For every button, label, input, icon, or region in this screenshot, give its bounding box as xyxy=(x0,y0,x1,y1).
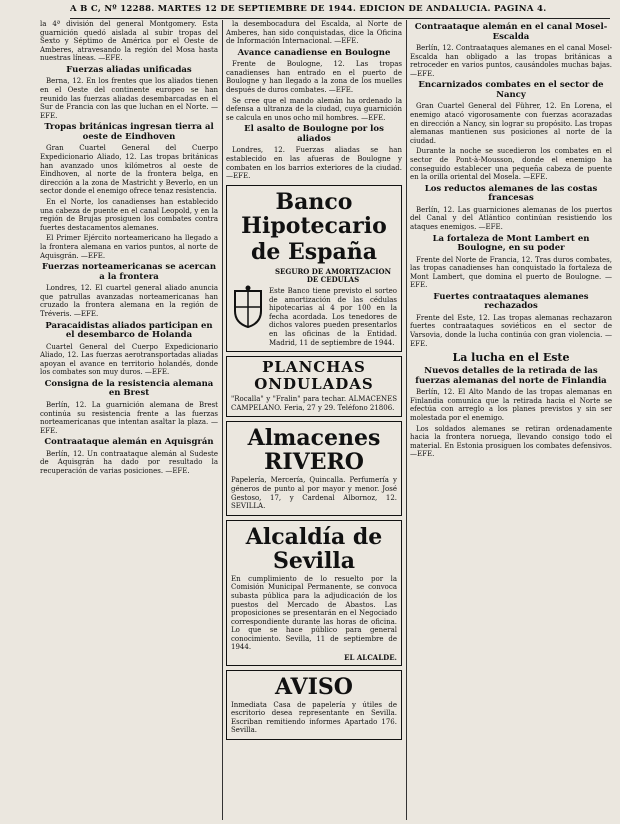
article-text: Cuartel General del Cuerpo Expedicionario Aliado, 12. Las fuerzas aerotransportadas aliadas apoyan el avance en territorio holandés, donde los combates son muy duros. —EFE. xyxy=(40,342,218,377)
article-text: Los soldados alemanes se retiran ordenadamente hacia la frontera noruega, llevando consigo todo el material. En Estonia prosiguen los combates defensivos. —EFE. xyxy=(410,424,612,459)
article-text: Berlín, 12. La guarnición alemana de Brest continúa su resistencia frente a las fuerzas norteamericanas que intentan asaltar la plaza. —EFE. xyxy=(40,400,218,435)
headline: Paracaidistas aliados participan en el desembarco de Holanda xyxy=(45,320,213,341)
headline: Consigna de la resistencia alemana en Brest xyxy=(44,378,214,399)
ad-signature: EL ALCALDE. xyxy=(344,653,397,663)
article-text: la desembocadura del Escalda, al Norte de Amberes, han sido conquistadas, dice la Oficina de Información Internacional. —EFE. xyxy=(226,20,402,46)
headline: Fuertes contraataques alemanes rechazados xyxy=(433,291,589,312)
article-text: Berna, 12. En los frentes que los aliados tienen en el Oeste del continente europeo se han reunido las fuerzas aliadas desembarcadas en el Sur de Francia con las que luchan en el Norte. —EFE. xyxy=(40,77,218,120)
headline: Fuerzas norteamericanas se acercan a la frontera xyxy=(41,262,216,282)
article-text: Gran Cuartel General del Cuerpo Expedicionario Aliado, 12. Las tropas británicas han avanzado unos kilómetros al oeste de Eindhoven, al norte de la frontera belga, en dirección a la zona de Mastricht y Beverlo, en un sector donde el enemigo ofrece tenaz resistencia. xyxy=(40,144,218,196)
ad-title: PLANCHAS ONDULADAS xyxy=(254,358,374,394)
ad-planchas xyxy=(226,356,402,417)
ad-title: de España xyxy=(250,238,378,265)
headline: La fortaleza de Mont Lambert en Boulogne, en su poder xyxy=(432,233,590,253)
article-text: En el Norte, los canadienses han establecido una cabeza de puente en el canal Leopold, y en la región de Brujas prosiguen los combates contra fuertes destacamentos alemanes. xyxy=(40,198,218,232)
column-middle xyxy=(226,20,402,820)
column-rule xyxy=(406,20,407,820)
article-text: Berlín, 12. Las guarniciones alemanas de los puertos del Canal y del Atlántico continúan resistiendo los ataques enemigos. —EFE. xyxy=(410,205,612,231)
ad-title: Alcaldía de Sevilla xyxy=(245,523,383,574)
headline: Tropas británicas ingresan tierra al oeste de Eindhoven xyxy=(44,122,214,142)
headline: El asalto de Boulogne por los aliados xyxy=(244,124,384,144)
article-text: Berlín, 12. El Alto Mando de las tropas alemanas en Finlandia comunica que la retirada hacia el Norte se efectúa con arreglo a los planes previstos y sin ser molestada por el enemigo. xyxy=(410,388,612,423)
headline: Contraataque alemán en Aquisgrán xyxy=(44,437,214,448)
column-rule xyxy=(222,20,223,820)
headline: Los reductos alemanes de las costas francesas xyxy=(424,183,598,204)
article-text: El Primer Ejército norteamericano ha llegado a la frontera alemana en varios puntos, al norte de Aquisgrán. —EFE. xyxy=(40,234,218,260)
column-right xyxy=(410,20,612,820)
page-header: A B C, Nº 12288. MARTES 12 DE SEPTIEMBRE DE 1944. EDICION DE ANDALUCIA. PAGINA 4. xyxy=(70,4,610,19)
article-text: Frente del Norte de Francia, 12. Tras duros combates, las tropas canadienses han conquistado la fortaleza de Mont Lambert, que domina el puerto de Boulogne. —EFE. xyxy=(410,255,612,290)
section-headline: La lucha en el Este xyxy=(452,351,570,365)
ad-text: Papelería, Mercería, Quincalla. Perfumería y géneros de punto al por mayor y menor. José Gestoso, 17, y Cardenal Albornoz, 12. SEVILLA. xyxy=(231,476,397,511)
article-text: la 4ª división del general Montgomery. Esta guarnición quedó aislada al subir tropas del Sexto y Séptimo de América por el Oeste de Amberes, atravesando la región del Mosa hasta nuestras líneas. —EFE. xyxy=(40,20,218,63)
headline: Encarnizados combates en el sector de Nancy xyxy=(418,80,604,100)
article-text: Gran Cuartel General del Führer, 12. En Lorena, el enemigo atacó vigorosamente con fuerzas acorazadas en dirección a Nancy, sin lograr su propósito. Las tropas alemanas mantienen sus posiciones al norte de la ciudad. xyxy=(410,102,612,145)
headline: Contraataque alemán en el canal Mosel-Escalda xyxy=(414,22,608,42)
ad-text: Inmediata Casa de papelería y útiles de escritorio desea representante en Sevilla. Escriban remitiendo informes Apartado 176. Sevilla. xyxy=(231,700,397,735)
article-text: Frente del Este, 12. Las tropas alemanas rechazaron fuertes contraataques soviéticos en el sector de Varsovia, donde la lucha continúa con gran violencia. —EFE. xyxy=(410,313,612,348)
ad-title-part: RIVERO xyxy=(264,449,364,476)
ad-alcaldia xyxy=(226,520,402,666)
ad-title-part: Almacenes xyxy=(247,425,381,452)
ad-text: En cumplimiento de lo resuelto por la Comisión Municipal Permanente, se convoca subasta pública para la adjudicación de los puestos del Mercado de Abastos. Las proposiciones se presentarán en el Negociado correspondiente durante las horas de oficina. Lo que se hace público para general conocimiento. Sevilla, 11 de septiembre de 1944. xyxy=(231,574,397,652)
headline: Avance canadiense en Boulogne xyxy=(237,47,391,58)
headline: Fuerzas aliadas unificadas xyxy=(66,64,192,75)
ad-text: "Rocalla" y "Fralin" para techar. ALMACENES CAMPELANO. Feria, 27 y 29. Teléfono 21806. xyxy=(231,395,397,412)
ad-almacenes-rivero xyxy=(226,421,402,515)
coat-of-arms-icon xyxy=(231,285,265,329)
article-text: Londres, 12. El cuartel general aliado anuncia que patrullas avanzadas norteamericanas han cruzado la frontera alemana en la región de Tréveris. —EFE. xyxy=(40,284,218,318)
article-text: Durante la noche se sucedieron los combates en el sector de Pont-à-Mousson, donde el enemigo ha conseguido establecer una pequeña cabeza de puente en la orilla oriental del Mosela. —EFE. xyxy=(410,147,612,182)
article-text: Berlín, 12. Un contraataque alemán al Sudeste de Aquisgrán ha dado por resultado la recuperación de varias posiciones. —EFE. xyxy=(40,449,218,475)
ad-text: Este Banco tiene previsto el sorteo de amortización de las cédulas hipotecarias al 4 por 100 en la fecha acordada. Los tenedores de dichos valores pueden presentarlos en las oficinas de la Entidad. Madrid, 11 de septiembre de 1944. xyxy=(269,287,397,347)
ad-title: AVISO xyxy=(275,673,353,700)
article-text: Berlín, 12. Contraataques alemanes en el canal Mosel-Escalda han obligado a las tropas británicas a retroceder en varios puntos, causándoles muchas bajas. —EFE. xyxy=(410,44,612,78)
ad-title xyxy=(231,426,397,474)
ad-banco-hipotecario xyxy=(226,185,402,352)
ad-subtitle: SEGURO DE AMORTIZACION DE CEDULAS xyxy=(274,266,391,285)
article-text: Frente de Boulogne, 12. Las tropas canadienses han entrado en el puerto de Boulogne y han llegado a la zona de los muelles después de duros combates. —EFE. xyxy=(226,60,402,95)
headline: Nuevos detalles de la retirada de las fuerzas alemanas del norte de Finlandia xyxy=(415,366,607,386)
ad-body xyxy=(231,266,397,349)
article-text: Londres, 12. Fuerzas aliadas se han establecido en las afueras de Boulogne y combaten en los barrios exteriores de la ciudad. —EFE. xyxy=(226,146,402,181)
column-left xyxy=(40,20,218,820)
article-text: Se cree que el mando alemán ha ordenado la defensa a ultranza de la ciudad, cuya guarnición se calcula en unos ocho mil hombres. —EFE. xyxy=(226,96,402,122)
ad-aviso xyxy=(226,670,402,740)
ad-title: Banco Hipotecario xyxy=(241,188,387,239)
